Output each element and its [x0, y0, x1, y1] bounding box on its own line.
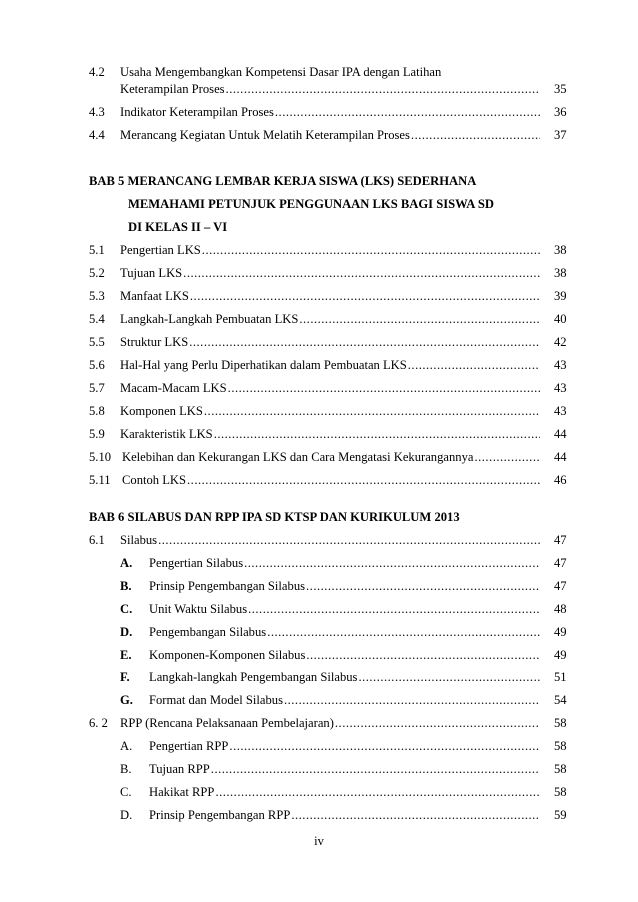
section-title: Komponen LKS .....: [120, 402, 540, 420]
item-letter: C.: [120, 602, 133, 616]
toc-subentry: [0, 554, 638, 572]
section-number: 4.4: [89, 128, 105, 142]
dot-leader: [291, 806, 540, 824]
toc-entry: [0, 264, 638, 282]
dot-leader: [267, 623, 540, 641]
item-letter: G.: [120, 693, 133, 707]
page-number: 43: [554, 358, 567, 372]
toc-entry: [0, 402, 638, 420]
item-title: Prinsip Pengembangan Silabus .....: [149, 577, 540, 595]
section-title: Pengertian LKS .....: [120, 241, 540, 259]
item-letter: C.: [120, 785, 132, 799]
page-number: 43: [554, 404, 567, 418]
dot-leader: [229, 737, 540, 755]
page-number: 43: [554, 381, 567, 395]
page-number: 51: [554, 670, 567, 684]
page-number: 46: [554, 473, 567, 487]
section-title: RPP (Rencana Pelaksanaan Pembelajaran) .....: [120, 714, 540, 732]
chapter-5-heading-line1: BAB 5 MERANCANG LEMBAR KERJA SISWA (LKS) SEDERHANA: [89, 174, 477, 188]
section-title-cont: Keterampilan Proses .....: [120, 80, 540, 98]
toc-entry-6-1: [0, 531, 638, 549]
item-letter: D.: [120, 625, 133, 639]
page-number: 49: [554, 648, 567, 662]
section-title: Indikator Keterampilan Proses .....: [120, 103, 540, 121]
section-title: Silabus .....: [120, 531, 540, 549]
toc-entry-6-2: [0, 714, 638, 732]
page-number: 42: [554, 335, 567, 349]
item-letter: B.: [120, 579, 132, 593]
toc-subentry: [0, 737, 638, 755]
page-number: 54: [554, 693, 567, 707]
section-title: Struktur LKS .....: [120, 333, 540, 351]
section-number: 5.3: [89, 289, 105, 303]
toc-subentry: [0, 646, 638, 664]
section-number: 5.5: [89, 335, 105, 349]
dot-leader: [211, 760, 540, 778]
section-title: Macam-Macam LKS .....: [120, 379, 540, 397]
dot-leader: [306, 577, 540, 595]
toc-entry-4-2: [0, 63, 638, 81]
page-number: 58: [554, 785, 567, 799]
item-title: Pengembangan Silabus .....: [149, 623, 540, 641]
item-letter: A.: [120, 556, 133, 570]
page-number: 59: [554, 808, 567, 822]
chapter-6-heading: BAB 6 SILABUS DAN RPP IPA SD KTSP DAN KURIKULUM 2013: [89, 510, 460, 524]
dot-leader: [335, 714, 540, 732]
item-letter: E.: [120, 648, 132, 662]
toc-subentry: [0, 691, 638, 709]
page-number: 58: [554, 762, 567, 776]
item-title: Pengertian Silabus .....: [149, 554, 540, 572]
section-number: 5.6: [89, 358, 105, 372]
section-number: 5.1: [89, 243, 105, 257]
page-number: 38: [554, 266, 567, 280]
section-title: Tujuan LKS .....: [120, 264, 540, 282]
dot-leader: [358, 668, 540, 686]
page-number: 38: [554, 243, 567, 257]
page-number: 58: [554, 739, 567, 753]
chapter-5-heading-line2: MEMAHAMI PETUNJUK PENGGUNAAN LKS BAGI SISWA SD: [128, 197, 494, 211]
item-title: Format dan Model Silabus .....: [149, 691, 540, 709]
section-number: 5.11: [89, 473, 111, 487]
dot-leader: [187, 471, 540, 489]
section-title: Usaha Mengembangkan Kompetensi Dasar IPA dengan Latihan: [120, 65, 442, 79]
section-title: Merancang Kegiatan Untuk Melatih Keterampilan Proses .....: [120, 126, 540, 144]
item-title: Prinsip Pengembangan RPP .....: [149, 806, 540, 824]
page-number: 47: [554, 556, 567, 570]
dot-leader: [306, 646, 540, 664]
dot-leader: [158, 531, 540, 549]
page-number: 47: [554, 533, 567, 547]
chapter-5-heading-line3: DI KELAS II – VI: [128, 220, 228, 234]
section-title: Kelebihan dan Kekurangan LKS dan Cara Mengatasi Kekurangannya .....: [122, 448, 540, 466]
item-title: Hakikat RPP .....: [149, 783, 540, 801]
dot-leader: [275, 103, 540, 121]
page-number: 48: [554, 602, 567, 616]
page-footer-number: iv: [314, 834, 324, 848]
toc-subentry: [0, 623, 638, 641]
item-letter: D.: [120, 808, 133, 822]
toc-entry: [0, 425, 638, 443]
section-number: 5.9: [89, 427, 105, 441]
section-number: 6. 2: [89, 716, 108, 730]
dot-leader: [190, 287, 540, 305]
section-number: 5.10: [89, 450, 112, 464]
toc-entry: [0, 379, 638, 397]
toc-entry: [0, 241, 638, 259]
item-title: Komponen-Komponen Silabus .....: [149, 646, 540, 664]
toc-subentry: [0, 783, 638, 801]
dot-leader: [202, 241, 540, 259]
dot-leader: [189, 333, 540, 351]
section-number: 5.8: [89, 404, 105, 418]
toc-entry: [0, 287, 638, 305]
section-title: Karakteristik LKS .....: [120, 425, 540, 443]
dot-leader: [248, 600, 540, 618]
item-title: Pengertian RPP .....: [149, 737, 540, 755]
section-title: Langkah-Langkah Pembuatan LKS .....: [120, 310, 540, 328]
toc-entry: [0, 471, 638, 489]
section-number: 4.2: [89, 65, 105, 79]
dot-leader: [228, 379, 540, 397]
dot-leader: [408, 356, 540, 374]
toc-entry: [0, 356, 638, 374]
toc-subentry: [0, 760, 638, 778]
dot-leader: [214, 425, 540, 443]
page-number: 36: [554, 105, 567, 119]
page-number: 44: [554, 450, 567, 464]
page-number: 47: [554, 579, 567, 593]
toc-entry-4-3: [0, 103, 638, 121]
section-number: 5.4: [89, 312, 105, 326]
toc-entry: [0, 448, 638, 466]
item-title: Langkah-langkah Pengembangan Silabus .....: [149, 668, 540, 686]
page-number: 58: [554, 716, 567, 730]
dot-leader: [215, 783, 540, 801]
page-number: 37: [554, 128, 567, 142]
toc-entry-4-2-cont: [0, 80, 638, 98]
dot-leader: [244, 554, 540, 572]
page-number: 40: [554, 312, 567, 326]
dot-leader: [411, 126, 540, 144]
item-letter: A.: [120, 739, 133, 753]
section-title: Manfaat LKS .....: [120, 287, 540, 305]
page-number: 35: [554, 82, 567, 96]
page-number: 39: [554, 289, 567, 303]
toc-entry: [0, 310, 638, 328]
toc-entry-4-4: [0, 126, 638, 144]
section-number: 5.7: [89, 381, 105, 395]
section-title: Hal-Hal yang Perlu Diperhatikan dalam Pembuatan LKS .....: [120, 356, 540, 374]
section-number: 6.1: [89, 533, 105, 547]
item-letter: F.: [120, 670, 130, 684]
toc-subentry: [0, 600, 638, 618]
toc-subentry: [0, 577, 638, 595]
dot-leader: [284, 691, 540, 709]
dot-leader: [226, 80, 540, 98]
item-title: Tujuan RPP .....: [149, 760, 540, 778]
item-letter: B.: [120, 762, 132, 776]
dot-leader: [183, 264, 540, 282]
section-number: 4.3: [89, 105, 105, 119]
toc-subentry: [0, 806, 638, 824]
dot-leader: [474, 448, 540, 466]
section-title: Contoh LKS .....: [122, 471, 540, 489]
page-number: 49: [554, 625, 567, 639]
dot-leader: [204, 402, 540, 420]
section-number: 5.2: [89, 266, 105, 280]
dot-leader: [299, 310, 540, 328]
toc-entry: [0, 333, 638, 351]
page-number: 44: [554, 427, 567, 441]
toc-subentry: [0, 668, 638, 686]
item-title: Unit Waktu Silabus .....: [149, 600, 540, 618]
